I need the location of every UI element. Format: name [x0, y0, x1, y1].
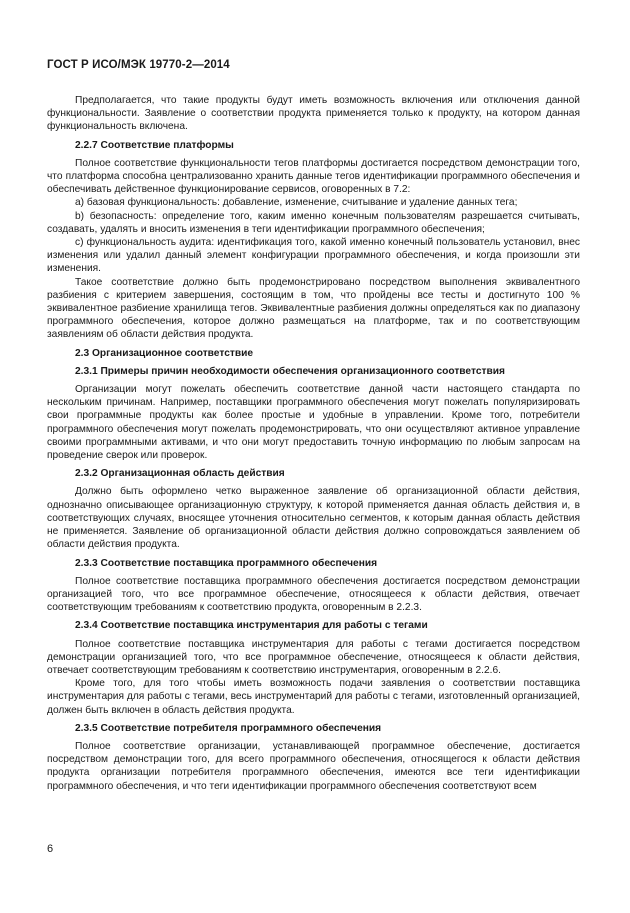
section-heading: 2.3.3 Соответствие поставщика программного обеспечения	[75, 557, 378, 569]
paragraph: Организации могут пожелать обеспечить соответствие данной части настоящего стандарта по нескольким причинам. Например, поставщики программного обеспечения могут пожелать популяризировать свои программные продукты как более простые и удобные в управлении. Кроме того, потребители программного обеспечения могут пожелать продемонстрировать, что они осуществляют активное управление своими программными активами, и что они могут предоставить точную информацию по любым запросам на проведение сверок или проверок.	[47, 384, 580, 462]
paragraph: a) базовая функциональность: добавление, изменение, считывание и удаление данных тега;	[75, 197, 518, 209]
paragraph: Кроме того, для того чтобы иметь возможность подачи заявления о соответствии поставщика инструментария для работы с тегами, весь инструментарий для работы с тегами, изготовленный организацией, должен быть включен в область действия продукта.	[47, 678, 580, 716]
document-body	[47, 94, 580, 793]
paragraph: Должно быть оформлено четко выраженное заявление об организационной области действия, однозначно описывающее организационную структуру, к которой применяется данная область действия и, в соответствующих случаях, вносящее уточнения относительно сегментов, к которым данная область действия не применяется. Заявление об организационной области действия должно сопровождаться заявлением об области действия продукта.	[47, 486, 580, 551]
paragraph: Полное соответствие организации, устанавливающей программное обеспечение, достигается посредством демонстрации того, для всего программного обеспечения, относящегося к области действия продукта организации потребителя программного обеспечения, имеются все теги идентификации программного обеспечения, и что теги идентификации программного обеспечения соответствуют всем	[47, 740, 580, 792]
document-header: ГОСТ Р ИСО/МЭК 19770-2—2014	[47, 59, 230, 71]
paragraph: Такое соответствие должно быть продемонстрировано посредством выполнения эквивалентного разбиения с критерием завершения, состоящим в том, что пройдены все тесты и достигнуто 100 % эквивалентное разбиение хранилища тегов. Эквивалентные разбиения должны определяться как по диапазону программного обеспечения, которое должно размещаться на платформе, так и по соответствующим заявлениям об области действия продукта.	[47, 276, 580, 341]
paragraph: Предполагается, что такие продукты будут иметь возможность включения или отключения данной функциональности. Заявление о соответствии продукта применяется только к продукту, на котором данная функциональность включена.	[47, 95, 580, 133]
section-heading: 2.3.4 Соответствие поставщика инструментария для работы с тегами	[75, 620, 428, 632]
paragraph: b) безопасность: определение того, каким именно конечным пользователям разрешается считывать, создавать, удалять и вносить изменения в теги идентификации программного обеспечения;	[47, 210, 580, 235]
section-heading: 2.3.2 Организационная область действия	[75, 468, 285, 480]
paragraph: Полное соответствие функциональности тегов платформы достигается посредством демонстрации того, что платформа способна централизованно хранить данные тегов идентификации программного обеспечения и обеспечивать действенное функционирование сервисов, оговоренных в 7.2:	[47, 157, 580, 196]
paragraph: Полное соответствие поставщика инструментария для работы с тегами достигается посредством демонстрации организацией того, что все программное обеспечение, относящееся к области действия, отвечает соответствующим требованиям к соответствию инструментария, оговоренным в 2.2.6.	[47, 638, 580, 676]
paragraph: Полное соответствие поставщика программного обеспечения достигается посредством демонстрации организацией того, что все программное обеспечение, относящееся к области действия, отвечает соответствующим требованиям к соответствию продукта, оговоренным в 2.2.3.	[47, 575, 580, 614]
section-heading: 2.2.7 Соответствие платформы	[75, 139, 234, 151]
section-heading: 2.3.5 Соответствие потребителя программного обеспечения	[75, 722, 382, 734]
page-number: 6	[47, 843, 54, 855]
section-heading: 2.3 Организационное соответствие	[75, 347, 254, 359]
section-heading: 2.3.1 Примеры причин необходимости обеспечения организационного соответствия	[75, 365, 505, 377]
paragraph: c) функциональность аудита: идентификация того, какой именно конечный пользователь установил, внес изменения или удалил данный элемент конфигурации программного обеспечения, и когда произошли эти изменения.	[47, 237, 580, 275]
